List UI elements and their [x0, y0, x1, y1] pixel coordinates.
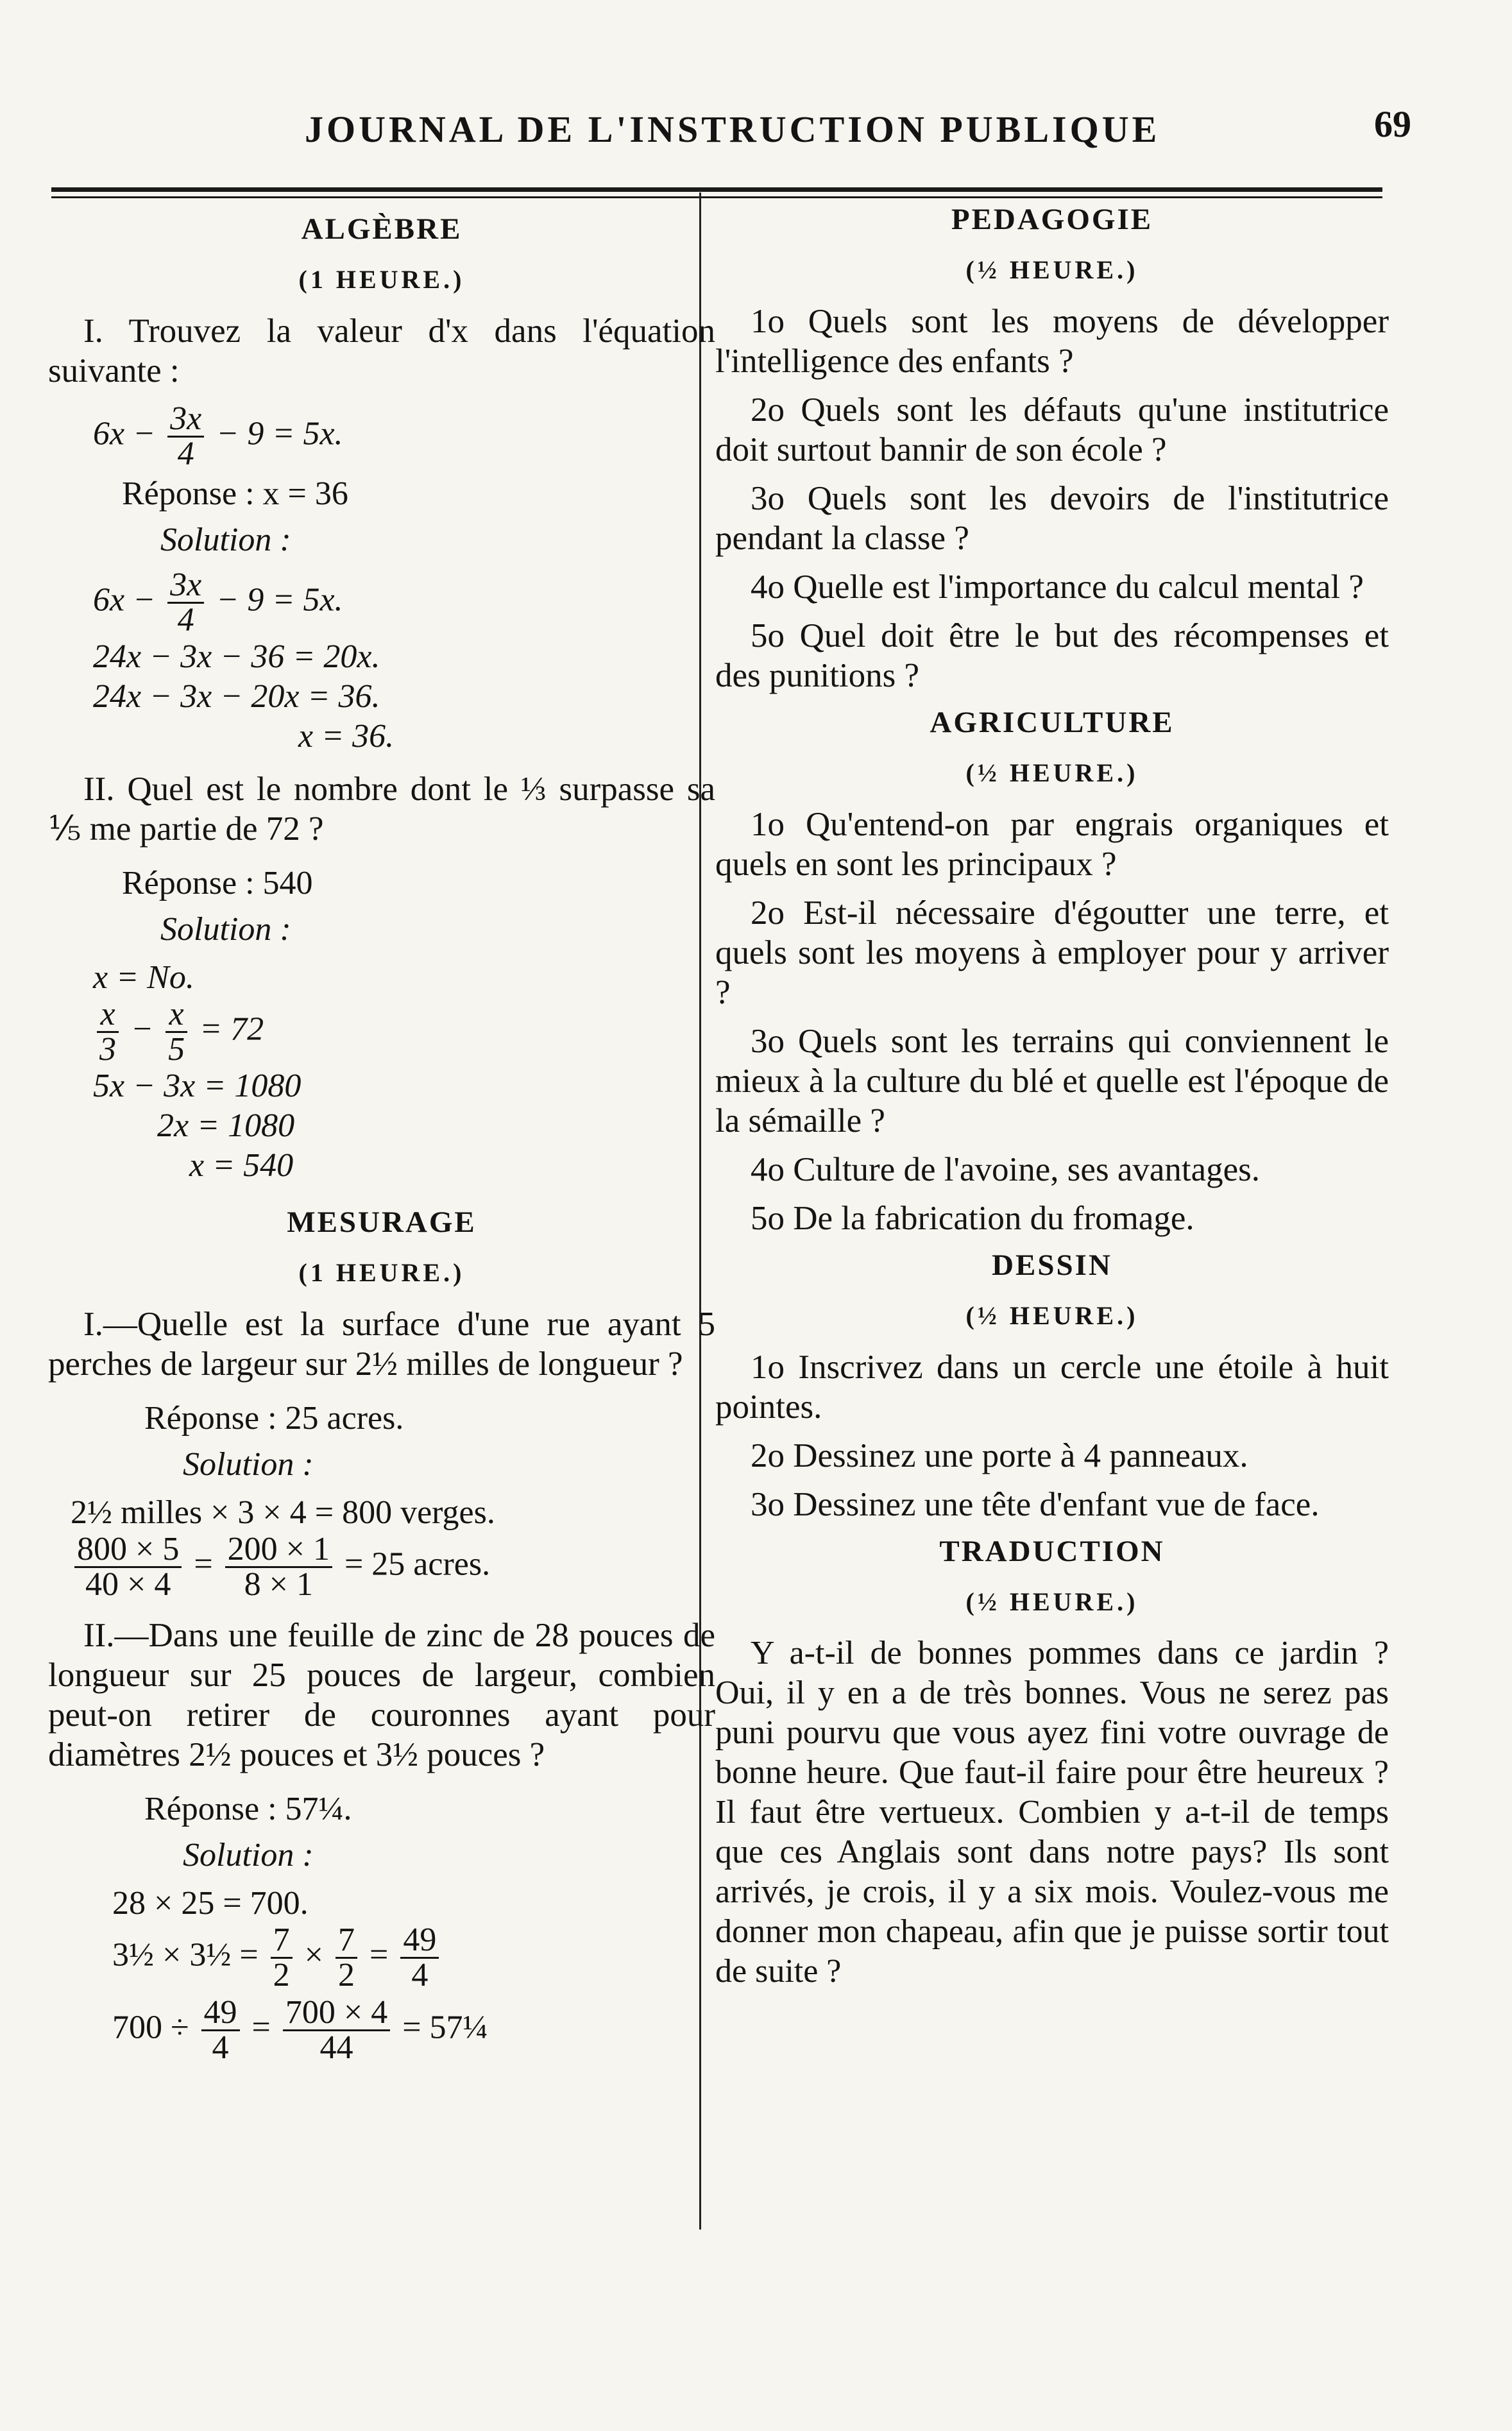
solution-step: x = No.	[93, 959, 194, 996]
section-mesurage	[48, 1205, 715, 2065]
section-title: TRADUCTION	[939, 1535, 1165, 1568]
denominator: 4	[177, 436, 194, 472]
denominator: 8 × 1	[244, 1566, 313, 1603]
numerator: 800 × 5	[74, 1533, 182, 1568]
equation-part: 3½ × 3½ =	[112, 1936, 259, 1974]
fraction	[283, 1996, 390, 2065]
equation-part: = 25 acres.	[344, 1546, 491, 1583]
page-number: 69	[1374, 103, 1411, 145]
equation-part: 6x −	[93, 415, 156, 452]
solution-step	[48, 998, 715, 1066]
section-duration: (½ HEURE.)	[965, 1587, 1139, 1616]
question-text: II.—Dans une feuille de zinc de 28 pouces de longueur sur 25 pouces de largeur, combien peut-on retirer de couronnes ayant pour diamètres 2½ pouces et 3½ pouces ?	[48, 1617, 715, 1773]
fraction	[97, 998, 119, 1066]
section-duration: (½ HEURE.)	[965, 758, 1139, 787]
solution-step: 2½ milles × 3 × 4 = 800 verges.	[71, 1494, 495, 1531]
page-header	[51, 103, 1463, 173]
equation-part: − 9 = 5x.	[216, 415, 343, 452]
solution-label: Solution :	[183, 1837, 314, 1873]
section-traduction	[715, 1534, 1389, 1992]
section-duration: (1 HEURE.)	[298, 265, 465, 294]
question-text: I. Trouvez la valeur d'x dans l'équation suivante :	[48, 312, 715, 389]
section-title: AGRICULTURE	[930, 706, 1175, 739]
equation-part: 700 ÷	[112, 2009, 189, 2046]
section-pedagogie	[715, 202, 1389, 695]
list-item: 1o Qu'entend-on par engrais organiques et quels en sont les principaux ?	[715, 806, 1389, 883]
list-item: 1o Quels sont les moyens de développer l'intelligence des enfants ?	[715, 303, 1389, 380]
equals-sign: =	[369, 1936, 389, 1974]
answer: Réponse : 540	[122, 865, 313, 901]
answer: Réponse : x = 36	[122, 475, 348, 512]
solution-step: 28 × 25 = 700.	[112, 1885, 309, 1922]
answer: Réponse : 57¼.	[144, 1791, 352, 1827]
solution-step	[48, 1996, 715, 2065]
equals-sign: =	[251, 2009, 271, 2046]
fraction	[336, 1923, 357, 1992]
solution-label: Solution :	[160, 522, 291, 558]
solution-step: 2x = 1080	[157, 1107, 295, 1144]
solution-step: x = 36.	[298, 718, 395, 755]
solution-step	[48, 568, 715, 637]
section-title: PEDAGOGIE	[951, 203, 1153, 236]
equation	[48, 402, 715, 471]
section-duration: (½ HEURE.)	[965, 1301, 1139, 1330]
solution-step	[48, 1923, 715, 1992]
numerator: 7	[271, 1923, 293, 1959]
denominator: 2	[337, 1957, 355, 1993]
question-text: II. Quel est le nombre dont le ⅓ surpasse sa ⅕ me partie de 72 ?	[48, 771, 715, 848]
denominator: 4	[212, 2029, 229, 2066]
section-agriculture	[715, 705, 1389, 1238]
numerator: x	[166, 998, 187, 1033]
equation-part: = 72	[200, 1011, 264, 1048]
equation-part: − 9 = 5x.	[216, 581, 343, 618]
fraction	[400, 1923, 439, 1992]
fraction	[74, 1533, 182, 1601]
answer: Réponse : 25 acres.	[144, 1400, 404, 1437]
question-text: I.—Quelle est la surface d'une rue ayant 5 perches de largeur sur 2½ milles de longueur ?	[48, 1306, 715, 1383]
list-item: 5o Quel doit être le but des récompenses et des punitions ?	[715, 617, 1389, 694]
denominator: 3	[99, 1031, 116, 1068]
denominator: 40 × 4	[85, 1566, 171, 1603]
numerator: 49	[201, 1996, 240, 2031]
numerator: 700 × 4	[283, 1996, 390, 2031]
section-title: MESURAGE	[287, 1206, 477, 1239]
translation-text: Y a-t-il de bonnes pommes dans ce jardin ? Oui, il y en a de très bonnes. Vous ne serez pas puni pourvu que vous ayez fini votre ouvrage de bonne heure. Que faut-il faire pour être heureux ? Il faut être vertueux. Combien y a-t-il de temps que ces Anglais sont dans notre pays? Ils sont arrivés, je crois, il y a six mois. Voulez-vous me donner mon chapeau, afin que je puisse sortir tout de suite ?	[715, 1635, 1389, 1990]
denominator: 5	[168, 1031, 185, 1068]
solution-step: 24x − 3x − 36 = 20x.	[93, 638, 380, 675]
numerator: 3x	[167, 568, 204, 604]
section-algebre	[48, 212, 715, 1186]
header-rule-thick	[51, 187, 1382, 192]
fraction	[271, 1923, 293, 1992]
solution-step: 5x − 3x = 1080	[93, 1068, 302, 1104]
numerator: 200 × 1	[225, 1533, 332, 1568]
list-item: 4o Quelle est l'importance du calcul mental ?	[751, 568, 1364, 606]
header-rule-thin	[51, 196, 1382, 198]
right-column	[715, 202, 1389, 1992]
solution-label: Solution :	[160, 911, 291, 948]
denominator: 44	[319, 2029, 353, 2066]
running-title: JOURNAL DE L'INSTRUCTION PUBLIQUE	[305, 108, 1160, 150]
list-item: 3o Quels sont les devoirs de l'institutrice pendant la classe ?	[715, 480, 1389, 557]
fraction	[167, 568, 204, 637]
times-sign: ×	[304, 1936, 323, 1974]
list-item: 1o Inscrivez dans un cercle une étoile à huit pointes.	[715, 1349, 1389, 1426]
section-duration: (½ HEURE.)	[965, 255, 1139, 284]
numerator: 7	[336, 1923, 357, 1959]
denominator: 2	[273, 1957, 290, 1993]
list-item: 3o Quels sont les terrains qui conviennent le mieux à la culture du blé et quelle est l'époque de la sémaille ?	[715, 1023, 1389, 1139]
section-title: DESSIN	[992, 1249, 1112, 1282]
solution-step	[48, 1533, 715, 1601]
list-item: 4o Culture de l'avoine, ses avantages.	[751, 1151, 1261, 1188]
list-item: 2o Est-il nécessaire d'égoutter une terre, et quels sont les moyens à employer pour y arriver ?	[715, 894, 1389, 1011]
left-column	[48, 202, 715, 2065]
solution-step: 24x − 3x − 20x = 36.	[93, 678, 380, 715]
section-duration: (1 HEURE.)	[298, 1258, 465, 1287]
denominator: 4	[177, 602, 194, 638]
equation-part: −	[131, 1011, 154, 1048]
numerator: 49	[400, 1923, 439, 1959]
numerator: 3x	[167, 402, 204, 438]
denominator: 4	[411, 1957, 429, 1993]
fraction	[225, 1533, 332, 1601]
list-item: 2o Quels sont les défauts qu'une institutrice doit surtout bannir de son école ?	[715, 391, 1389, 468]
list-item: 3o Dessinez une tête d'enfant vue de face.	[751, 1486, 1320, 1523]
equation-part: 6x −	[93, 581, 156, 618]
numerator: x	[97, 998, 119, 1033]
fraction	[201, 1996, 240, 2065]
solution-label: Solution :	[183, 1446, 314, 1483]
equals-sign: =	[194, 1546, 213, 1583]
section-dessin	[715, 1248, 1389, 1524]
section-title: ALGÈBRE	[301, 212, 463, 246]
list-item: 2o Dessinez une porte à 4 panneaux.	[751, 1437, 1248, 1474]
list-item: 5o De la fabrication du fromage.	[751, 1200, 1194, 1237]
fraction	[166, 998, 187, 1066]
solution-step: x = 540	[189, 1147, 294, 1184]
fraction	[167, 402, 204, 471]
equation-part: = 57¼	[402, 2009, 488, 2046]
